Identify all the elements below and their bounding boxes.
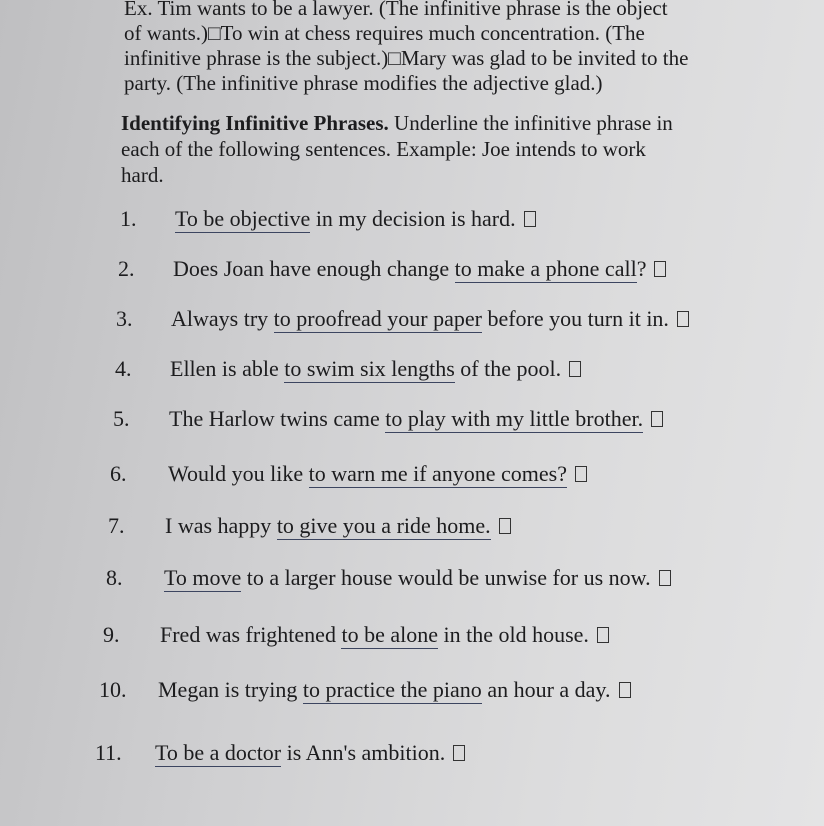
example-line: of wants.)□To win at chess requires much concentration. (The [124,21,645,45]
sentence-after-phrase: in my decision is hard. [310,206,516,231]
underlined-infinitive-phrase: to practice the piano [302,677,482,702]
missing-glyph-box-icon [654,261,666,277]
missing-glyph-box-icon [569,361,581,377]
section-title: Identifying Infinitive Phrases. [121,111,389,135]
item-number: 5. [113,406,130,431]
instructions-text: Underline the infinitive phrase in [388,111,673,135]
sentence-before-phrase: Megan is trying [158,677,303,702]
sentence-after-phrase: in the old house. [437,622,589,647]
sentence-before-phrase: Does Joan have enough change [173,256,455,281]
missing-glyph-box-icon [453,745,465,761]
underlined-infinitive-phrase: to give you a ride home. [276,513,491,538]
sentence-text [164,565,671,592]
sentence-text [160,622,609,649]
sentence-text [173,256,666,283]
underlined-infinitive-phrase: To move [164,565,242,590]
sentence-after-phrase: an hour a day. [481,677,611,702]
item-number: 6. [110,461,127,486]
sentence-text [175,206,536,233]
missing-glyph-box-icon [524,211,536,227]
underlined-infinitive-phrase: to proofread your paper [273,306,482,331]
sentence-before-phrase: Fred was frightened [160,622,342,647]
underlined-infinitive-phrase: to make a phone call [454,256,637,281]
missing-glyph-box-icon [499,518,511,534]
item-number: 7. [108,513,125,538]
missing-glyph-box-icon [677,311,689,327]
instructions-line-3: hard. [121,163,164,187]
sentence-before-phrase: Ellen is able [170,356,285,381]
underlined-infinitive-phrase: To be a doctor [155,740,282,765]
missing-glyph-box-icon [619,682,631,698]
sentence-after-phrase: of the pool. [454,356,562,381]
underlined-infinitive-phrase: To be objective [175,206,311,231]
sentence-after-phrase: ? [636,256,647,281]
example-line: infinitive phrase is the subject.)□Mary was glad to be invited to the [124,46,689,70]
item-number: 1. [120,206,137,231]
missing-glyph-box-icon [651,411,663,427]
item-number: 8. [106,565,123,590]
item-number: 2. [118,256,135,281]
underlined-infinitive-phrase: to swim six lengths [284,356,455,381]
missing-glyph-box-icon [575,466,587,482]
sentence-before-phrase: Always try [171,306,274,331]
underlined-infinitive-phrase: to play with my little brother. [385,406,644,431]
sentence-text [169,406,663,433]
example-line: party. (The infinitive phrase modifies the adjective glad.) [124,71,603,95]
item-number: 11. [95,740,122,765]
sentence-after-phrase: to a larger house would be unwise for us now. [241,565,651,590]
item-number: 10. [99,677,127,702]
sentence-text [171,306,689,333]
example-line: Ex. Tim wants to be a lawyer. (The infinitive phrase is the object [124,0,668,20]
sentence-text [170,356,581,383]
sentence-text [165,513,511,540]
missing-glyph-box-icon [659,570,671,586]
sentence-after-phrase: is Ann's ambition. [281,740,446,765]
example-paragraph [124,0,764,96]
missing-glyph-box-icon [597,627,609,643]
sentence-after-phrase: before you turn it in. [481,306,669,331]
instructions-paragraph [121,110,761,188]
sentence-before-phrase: I was happy [165,513,277,538]
sentence-before-phrase: Would you like [168,461,309,486]
underlined-infinitive-phrase: to be alone [341,622,438,647]
sentence-text [168,461,587,488]
instructions-line-2: each of the following sentences. Example: Joe intends to work [121,137,646,161]
item-number: 3. [116,306,133,331]
underlined-infinitive-phrase: to warn me if anyone comes? [308,461,568,486]
item-number: 4. [115,356,132,381]
item-number: 9. [103,622,120,647]
instructions-line-1 [121,110,761,136]
sentence-before-phrase: The Harlow twins came [169,406,386,431]
sentence-text [155,740,465,767]
sentence-text [158,677,631,704]
